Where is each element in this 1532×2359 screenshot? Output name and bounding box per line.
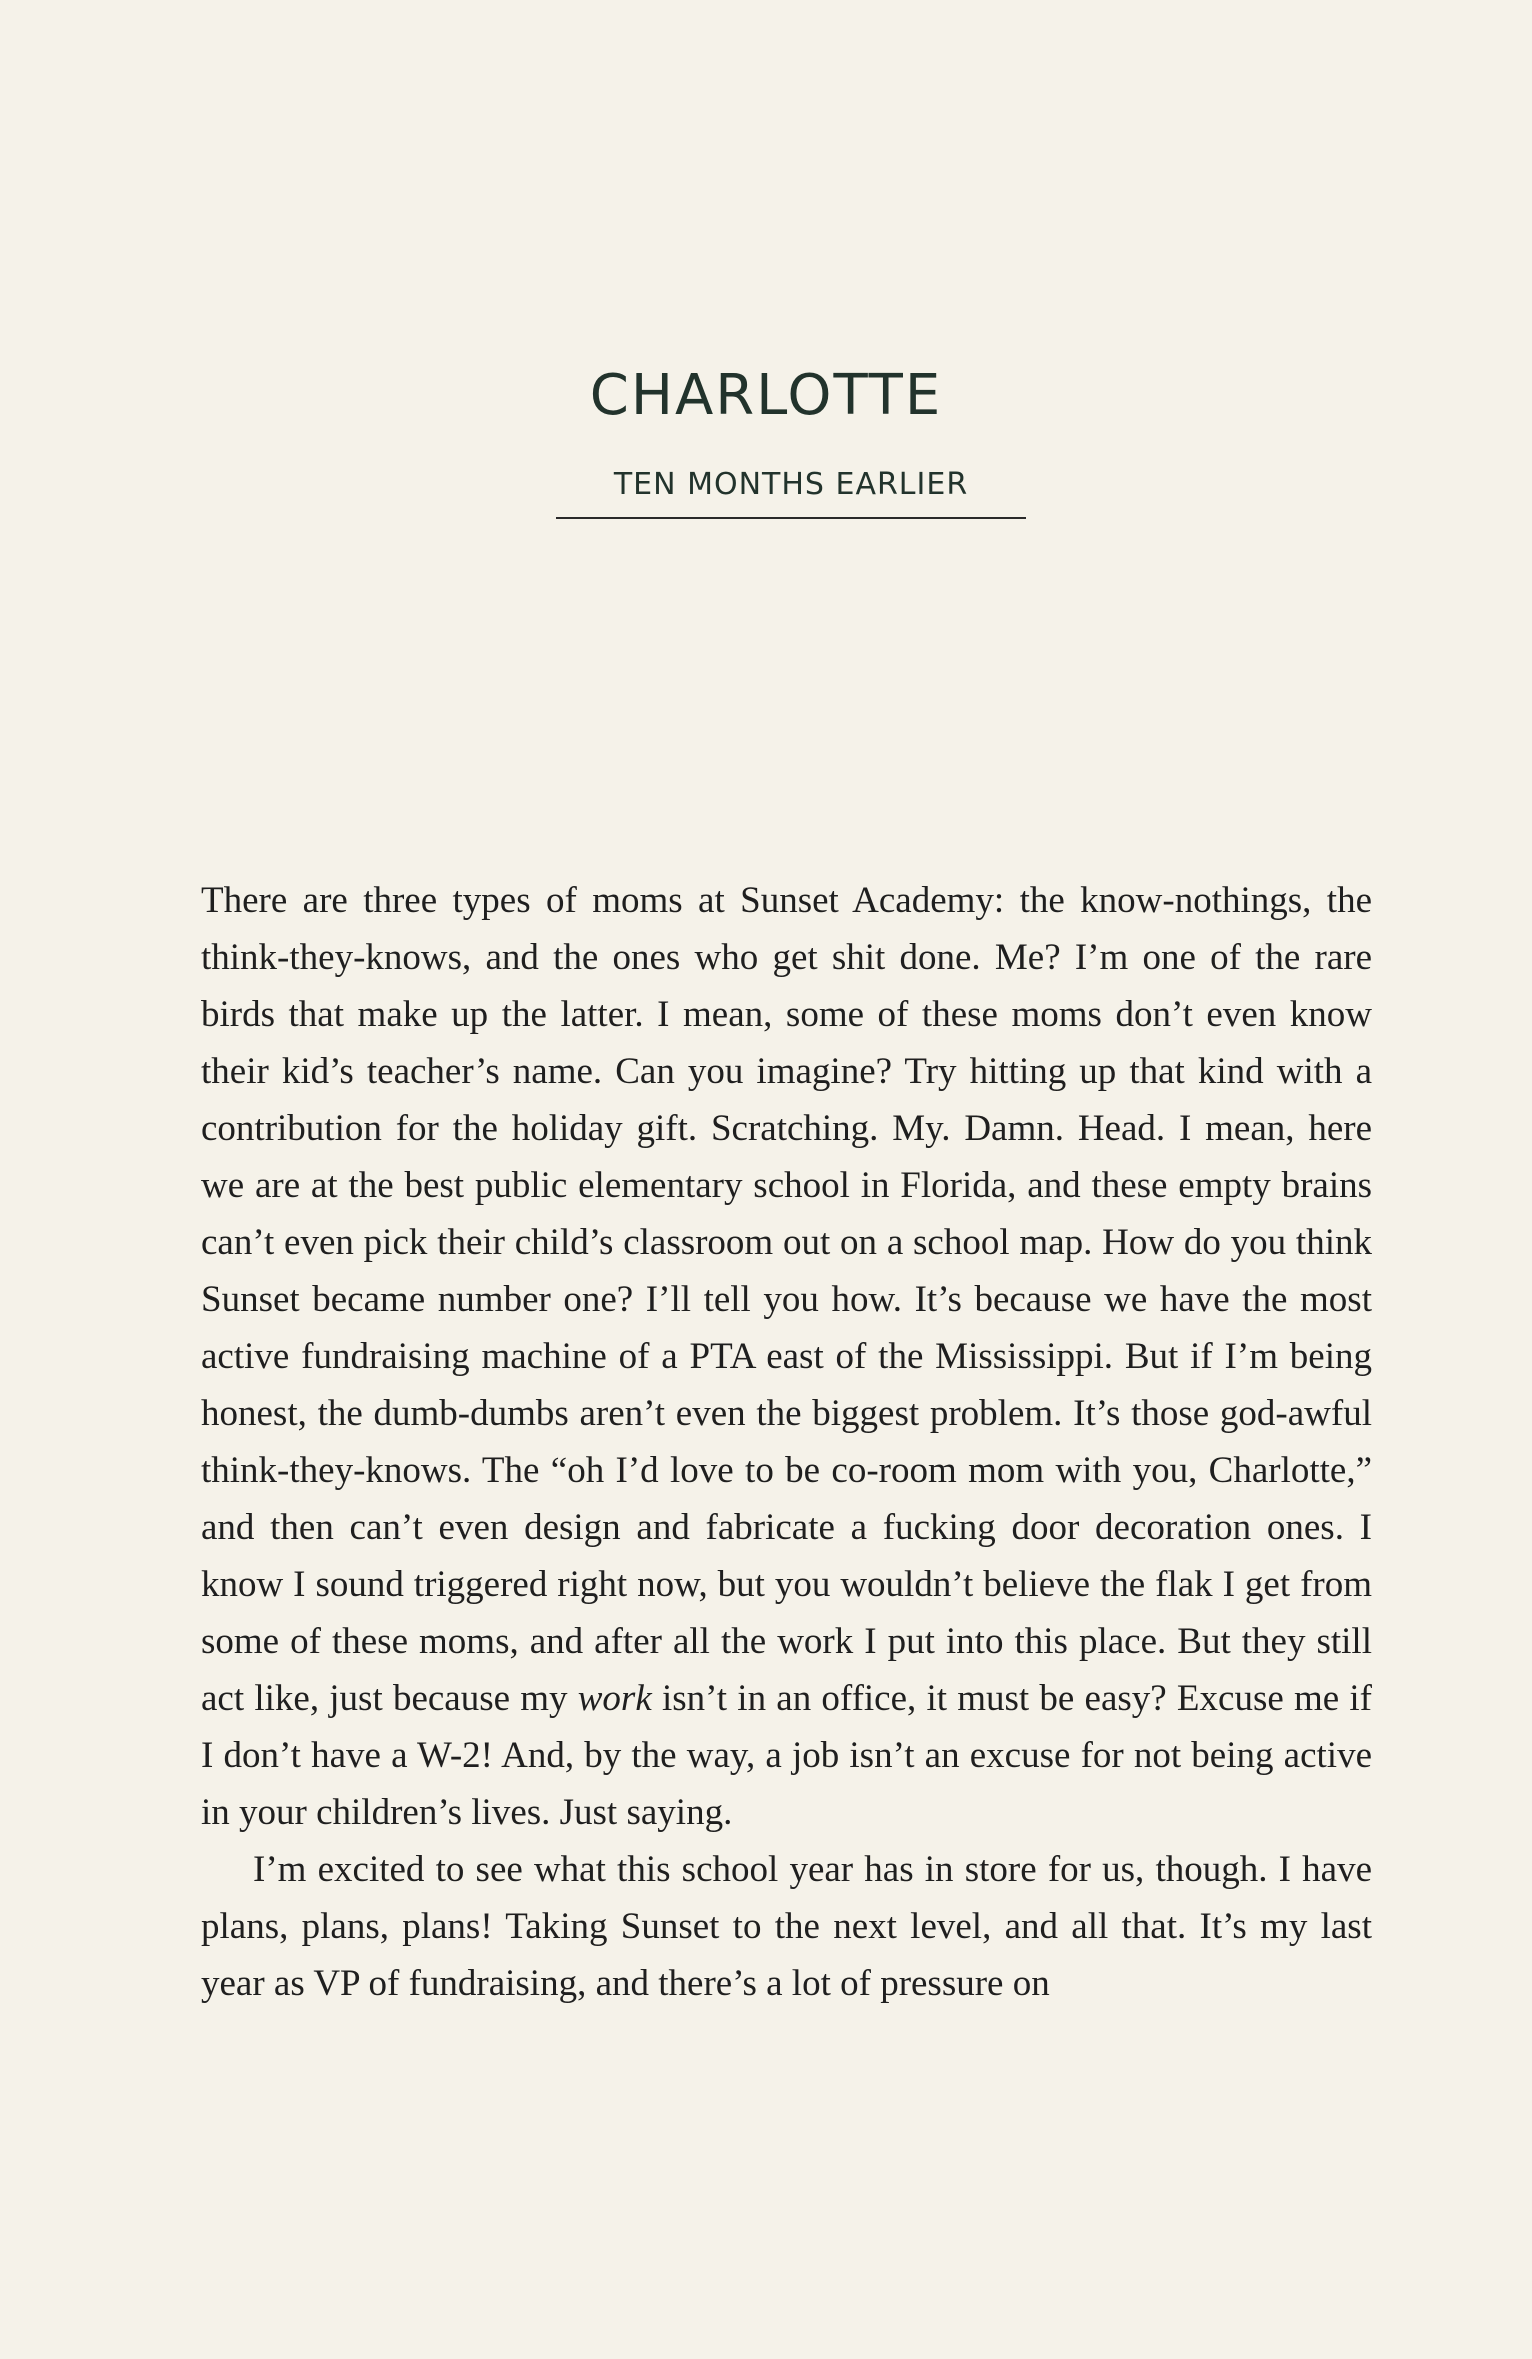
- paragraph-1: [201, 872, 1372, 1841]
- paragraph-1-text-before: There are three types of moms at Sunset Academy: the know-nothings, the think-they-knows, and the ones who get shit done. Me? I’m one of the rare birds that make up the latter. I mean, some of these moms don’t even know their kid’s teacher’s name. Can you imagine? Try hitting up that kind with a contribution for the holiday gift. Scratching. My. Damn. Head. I mean, here we are at the best public elementary school in Florida, and these empty brains can’t even pick their child’s classroom out on a school map. How do you think Sunset became number one? I’ll tell you how. It’s because we have the most active fundraising machine of a PTA east of the Mississippi. But if I’m being honest, the dumb-dumbs aren’t even the biggest problem. It’s those god-awful think-they-knows. The “oh I’d love to be co-room mom with you, Charlotte,” and then can’t even design and fabricate a fucking door decoration ones. I know I sound triggered right now, but you wouldn’t believe the flak I get from some of these moms, and after all the work I put into this place. But they still act like, just because my: [201, 880, 1372, 1719]
- paragraph-2: I’m excited to see what this school year has in store for us, though. I have plans, plans, plans! Taking Sunset to the next level, and all that. It’s my last year as VP of fundraising, and there’s a lot of pressure on: [201, 1849, 1372, 2004]
- chapter-subtitle: TEN MONTHS EARLIER: [613, 467, 969, 502]
- subtitle-underline: [556, 517, 1026, 519]
- paragraph-1-emphasis: work: [577, 1678, 652, 1719]
- body-text: [201, 872, 1372, 2012]
- chapter-title: CHARLOTTE: [589, 362, 943, 428]
- paragraph-1-text-after: isn’t in an office, it must be easy? Excuse me if I don’t have a W-2! And, by the way, a job isn’t an excuse for not being active in your children’s lives. Just saying.: [201, 1678, 1372, 1833]
